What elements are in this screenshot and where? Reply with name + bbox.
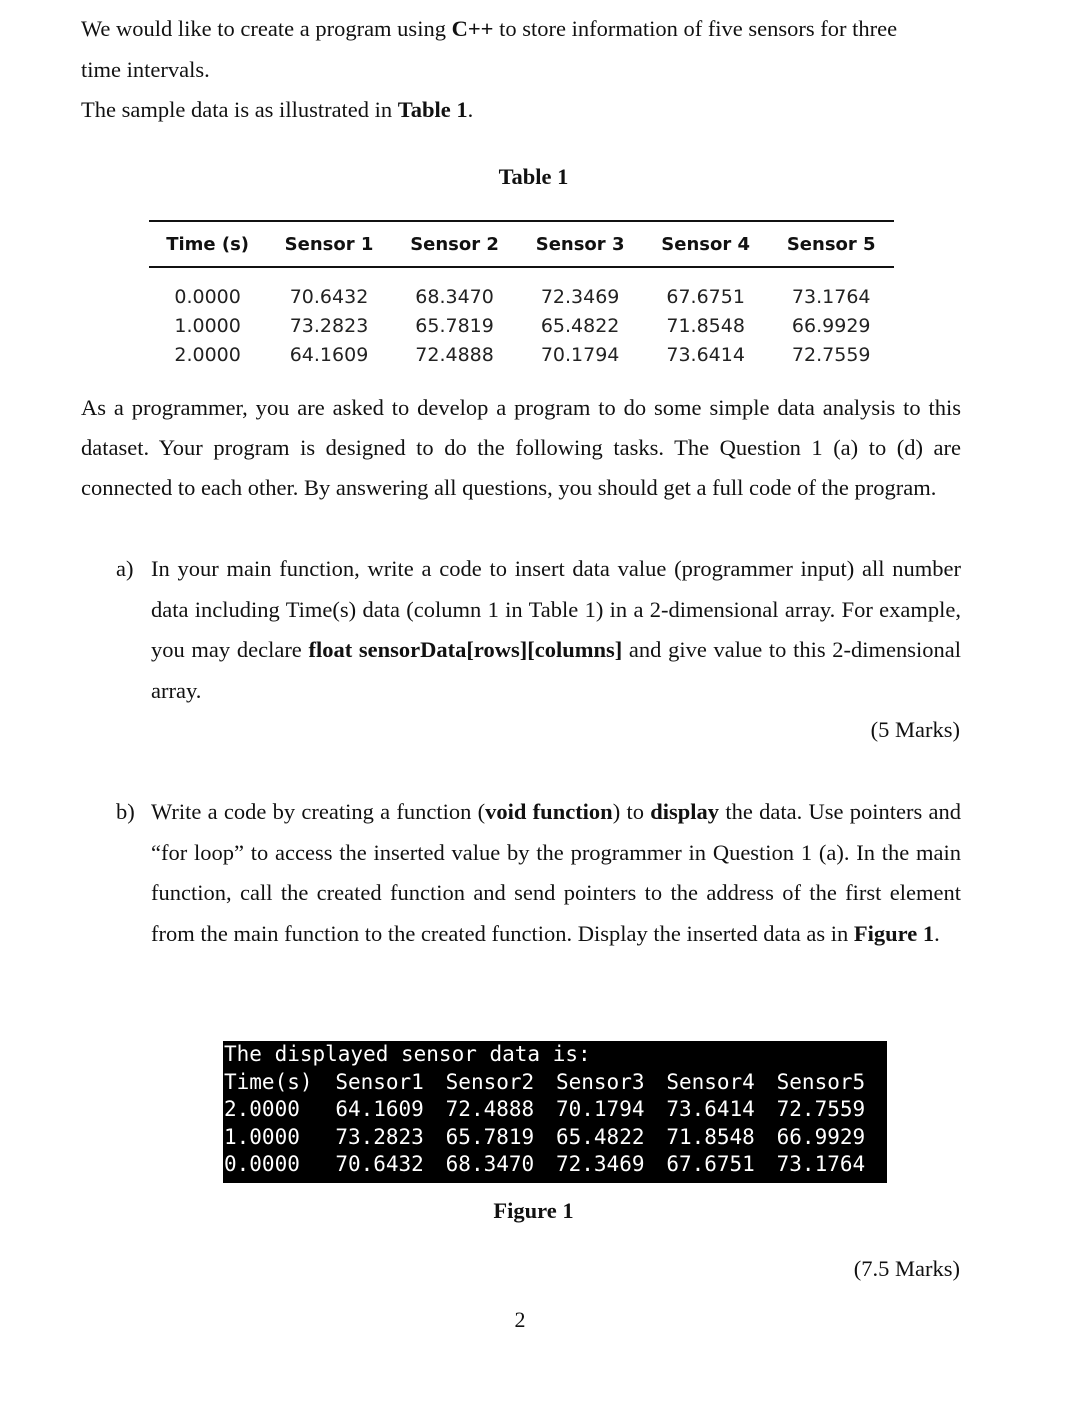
table-cell: 1.0000 [174,314,241,337]
table-cell: 66.9929 [791,314,871,337]
console-output [223,1041,887,1183]
table-header-cell: Time (s) [149,221,266,267]
console-title: The displayed sensor data is: [224,1042,591,1066]
intro-line-3 [81,90,473,130]
intro-text-cont: to store information of five sensors for three [493,16,898,41]
question-b-marks: (7.5 Marks) [853,1256,960,1281]
table-caption: Table 1 [498,164,569,189]
page-number: 2 [514,1307,526,1332]
console-row [223,1151,887,1179]
console-cell: 0.0000 [224,1152,300,1176]
question-a-code: float sensorData[rows][columns] [308,637,623,662]
console-cell: 70.6432 [335,1152,424,1176]
question-b-label: b) [116,799,135,824]
console-cell: 70.1794 [555,1097,645,1121]
question-b-text [151,792,961,954]
table-row [149,267,894,311]
question-b-display: display [650,799,720,824]
table-cell: 72.3469 [540,285,620,308]
intro-table-ref: Table 1 [397,97,468,122]
table-header-cell: Sensor 5 [768,221,894,267]
console-cell: Sensor1 [335,1069,424,1094]
task-description: As a programmer, you are asked to develop a program to do some simple data analysis to this dataset. Your program is designed to do the following tasks. The Question 1 (a) to (d) are connected to each other. By answering all questions, you should get a full code of the program. [81,395,961,500]
console-cell: 73.6414 [666,1097,755,1121]
intro-ref-text: The sample data is as illustrated in [81,97,398,122]
console-cell: 1.0000 [224,1124,300,1149]
console-cell: Sensor5 [776,1069,866,1094]
table-cell: 68.3470 [415,285,494,308]
figure-caption: Figure 1 [493,1198,574,1223]
question-a-marks: (5 Marks) [870,717,960,742]
table-cell: 70.1794 [540,343,620,366]
intro-cpp: C++ [451,16,494,41]
question-b-text-2: ) to [612,799,651,824]
table-cell: 72.7559 [791,343,871,366]
console-cell: 66.9929 [776,1124,866,1149]
intro-text: We would like to create a program using [81,16,452,41]
table-header-cell: Sensor 4 [643,221,769,267]
sensor-table [149,220,894,369]
table-cell: 70.6432 [289,285,369,308]
console-cell: 67.6751 [666,1152,755,1176]
console-cell: 65.4822 [555,1124,645,1149]
table-cell: 65.4822 [540,314,620,337]
question-a-label: a) [116,556,134,581]
question-b-period: . [934,920,940,946]
table-header-cell: Sensor 2 [392,221,518,267]
console-header-row [223,1069,887,1097]
question-b-void-function: void function [485,799,613,824]
question-a-text-2: and give value to this 2-dimensional array. [151,637,962,703]
console-cell: 73.2823 [335,1124,424,1149]
console-cell: Sensor3 [555,1069,645,1094]
table-header-row [149,221,894,267]
table-cell: 67.6751 [666,285,745,308]
console-cell: 73.1764 [776,1152,866,1176]
console-cell: 64.1609 [335,1097,424,1121]
console-cell: Sensor4 [666,1069,755,1094]
console-cell: 68.3470 [445,1152,535,1176]
table-cell: 64.1609 [289,343,369,366]
console-cell: 65.7819 [445,1124,535,1149]
table-cell: 2.0000 [174,343,241,366]
table-header-cell: Sensor 3 [517,221,643,267]
question-a-text [151,549,961,711]
table-cell: 72.4888 [415,343,494,366]
table-cell: 73.1764 [791,285,871,308]
table-row [149,311,894,340]
table-cell: 0.0000 [174,285,241,308]
intro-line-2: time intervals. [81,57,210,82]
console-cell: 72.4888 [445,1097,535,1121]
console-cell: Sensor2 [445,1069,535,1094]
question-b-text-1: Write a code by creating a function ( [151,799,486,824]
intro-line-1 [81,9,897,49]
table-row [149,340,894,369]
table-cell: 71.8548 [666,314,745,337]
console-cell: 72.3469 [555,1152,645,1176]
question-a-text-1: In your main function, write a code to insert data value (programmer input) all number data including Time(s) data (column 1 in Table 1) in a 2-dimensional array. For example, you may declare [151,556,961,662]
table-cell: 73.2823 [289,314,369,337]
console-cell: 71.8548 [666,1124,755,1149]
table-cell: 73.6414 [666,343,745,366]
intro-period: . [467,97,474,122]
console-cell: 72.7559 [776,1097,866,1121]
console-row [223,1124,887,1152]
table-cell: 65.7819 [415,314,494,337]
console-cell: Time(s) [224,1069,313,1094]
console-cell: 2.0000 [224,1097,300,1121]
console-row [223,1096,887,1124]
question-b-text-3: the data. Use pointers and “for loop” to access the inserted value by the programmer in Question 1 (a). In the main function, call the created function and send pointers to the address of the first element from the main function to the created function. Display the inserted data as in [151,799,962,946]
table-header-cell: Sensor 1 [266,221,392,267]
question-b-figure-ref: Figure 1 [853,920,935,946]
